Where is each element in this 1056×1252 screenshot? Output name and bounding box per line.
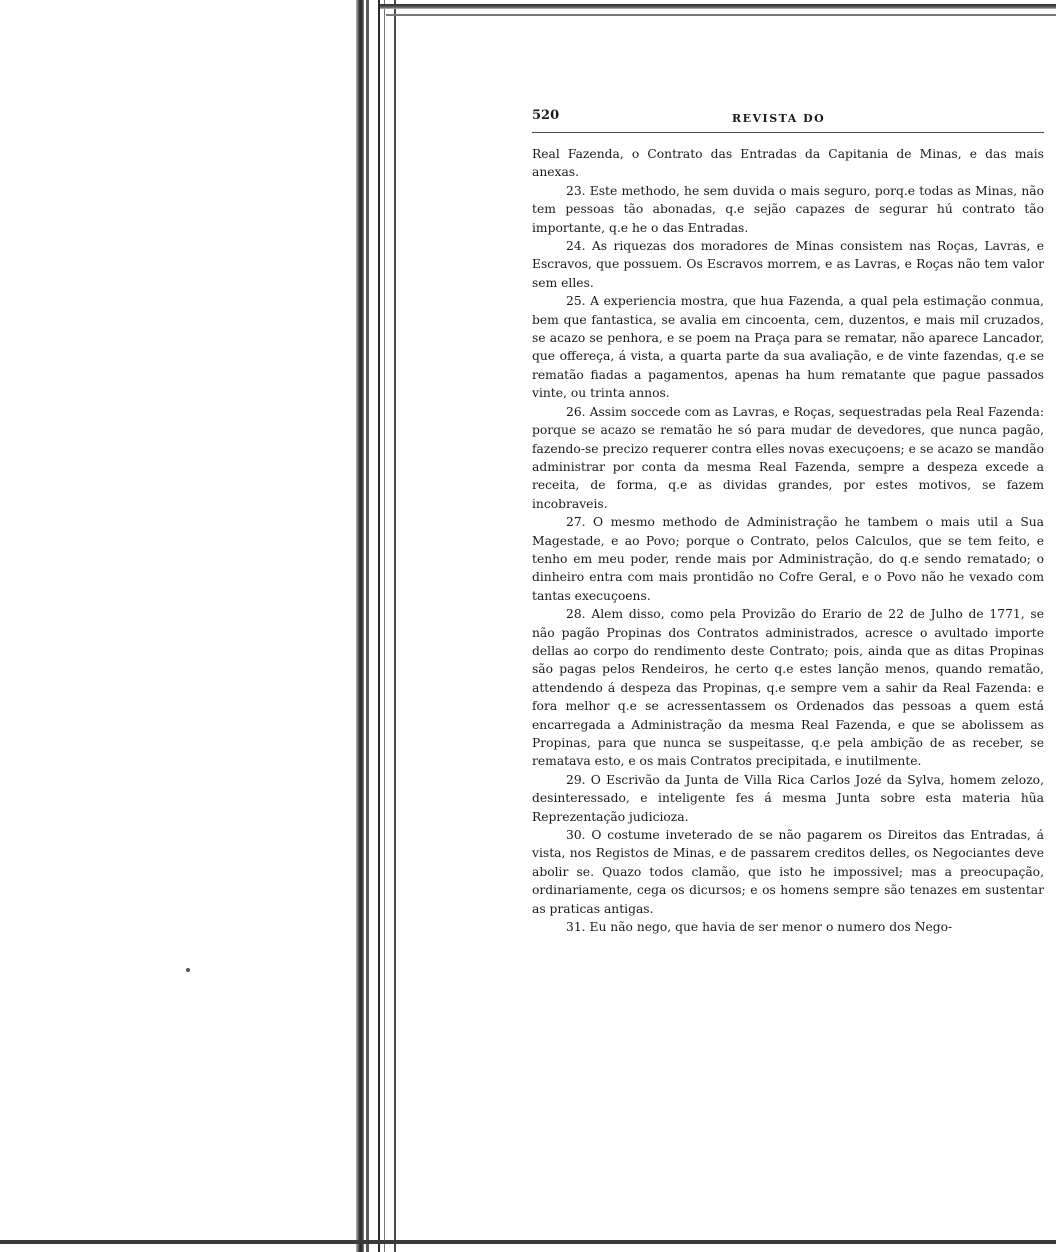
paragraph-25: 25. A experiencia mostra, que hua Fazenda, a qual pela estimação conmua, bem que fantastica, se avalia em cincoenta, cem, duzentos, e mais mil cruzados, se acazo se penhora, e se poem na Praça para se rematar, não aparece Lancador, que offereça, á vista, a quarta parte da sua avaliação, e de vinte fazendas, q.e se rematão fiadas a pagamentos, apenas ha hum rematante que pague passados vinte, ou trinta annos. <box>532 294 1044 401</box>
book-page <box>532 106 1044 936</box>
paragraph-28: 28. Alem disso, como pela Provizão do Erario de 22 de Julho de 1771, se não pagão Propinas dos Contratos administrados, acresce o avultado importe dellas ao corpo do rendimento deste Contrato; pois, ainda que as ditas Propinas são pagas pelos Rendeiros, he certo q.e estes lanção menos, quando rematão, attendendo á despeza das Propinas, q.e sempre vem a sahir da Real Fazenda: e fora melhor q.e se acressentassem os Ordenados das pessoas a quem está encarregada a Administração da mesma Real Fazenda, e que se abolissem as Propinas, para que nunca se suspeitasse, q.e pela ambição de as receber, se rematava esto, e os mais Contratos precipitada, e inutilmente. <box>532 607 1044 769</box>
left-page-margin <box>0 0 360 1252</box>
paragraph-26: 26. Assim soccede com as Lavras, e Roças, sequestradas pela Real Fazenda: porque se acazo se rematão he só para mudar de devedores, que nunca pagão, fazendo-se precizo requerer contra elles novas execuçoens; e se acazo se mandão administrar por conta da mesma Real Fazenda, sempre a despeza excede a receita, de forma, q.e as dividas grandes, por estes motivos, se fazem incobraveis. <box>532 404 1044 511</box>
book-spine-shadow <box>356 0 364 1252</box>
page-header <box>532 106 1044 130</box>
page-bottom-edge <box>0 1240 1056 1244</box>
book-spine-edge <box>366 0 369 1252</box>
page-number: 520 <box>532 108 560 123</box>
paragraph-29: 29. O Escrivão da Junta de Villa Rica Carlos Jozé da Sylva, homem zelozo, desinteressado, e inteligente fes á mesma Junta sobre esta materia hũa Reprezentação judicioza. <box>532 772 1044 824</box>
page-top-edge <box>386 14 1056 16</box>
page-edge-line <box>394 0 396 1252</box>
paragraph-31: 31. Eu não nego, que havia de ser menor o numero dos Nego- <box>566 920 953 935</box>
page-edge-line <box>384 0 385 1252</box>
body-text <box>532 145 1044 936</box>
paragraph-30: 30. O costume inveterado de se não pagarem os Direitos das Entradas, á vista, nos Registos de Minas, e de passarem creditos delles, os Negociantes deve abolir se. Quazo todos clamão, que isto he impossivel; mas a preocupação, ordinariamente, cega os dicursos; e os homens sempre são tenazes em sustentar as praticas antigas. <box>532 828 1044 916</box>
running-head: REVISTA DO <box>732 112 826 125</box>
page-edge-line <box>378 0 380 1252</box>
scan-speck <box>186 968 190 972</box>
page-top-edge <box>380 4 1056 9</box>
paragraph-27: 27. O mesmo methodo de Administração he tambem o mais util a Sua Magestade, e ao Povo; porque o Contrato, pelos Calculos, que se tem feito, e tenho em meu poder, rende mais por Administração, do q.e sendo rematado; o dinheiro entra com mais prontidão no Cofre Geral, e o Povo não he vexado com tantas execuçoens. <box>532 515 1044 603</box>
paragraph-24: 24. As riquezas dos moradores de Minas consistem nas Roças, Lavras, e Escravos, que possuem. Os Escravos morrem, e as Lavras, e Roças não tem valor sem elles. <box>532 239 1044 290</box>
header-rule <box>532 132 1044 133</box>
paragraph-23: 23. Este methodo, he sem duvida o mais seguro, porq.e todas as Minas, não tem pessoas tão abonadas, q.e sejão capazes de segurar hú contrato tão importante, q.e he o das Entradas. <box>532 183 1044 235</box>
paragraph-continuation: Real Fazenda, o Contrato das Entradas da Capitania de Minas, e das mais anexas. <box>532 147 1044 180</box>
